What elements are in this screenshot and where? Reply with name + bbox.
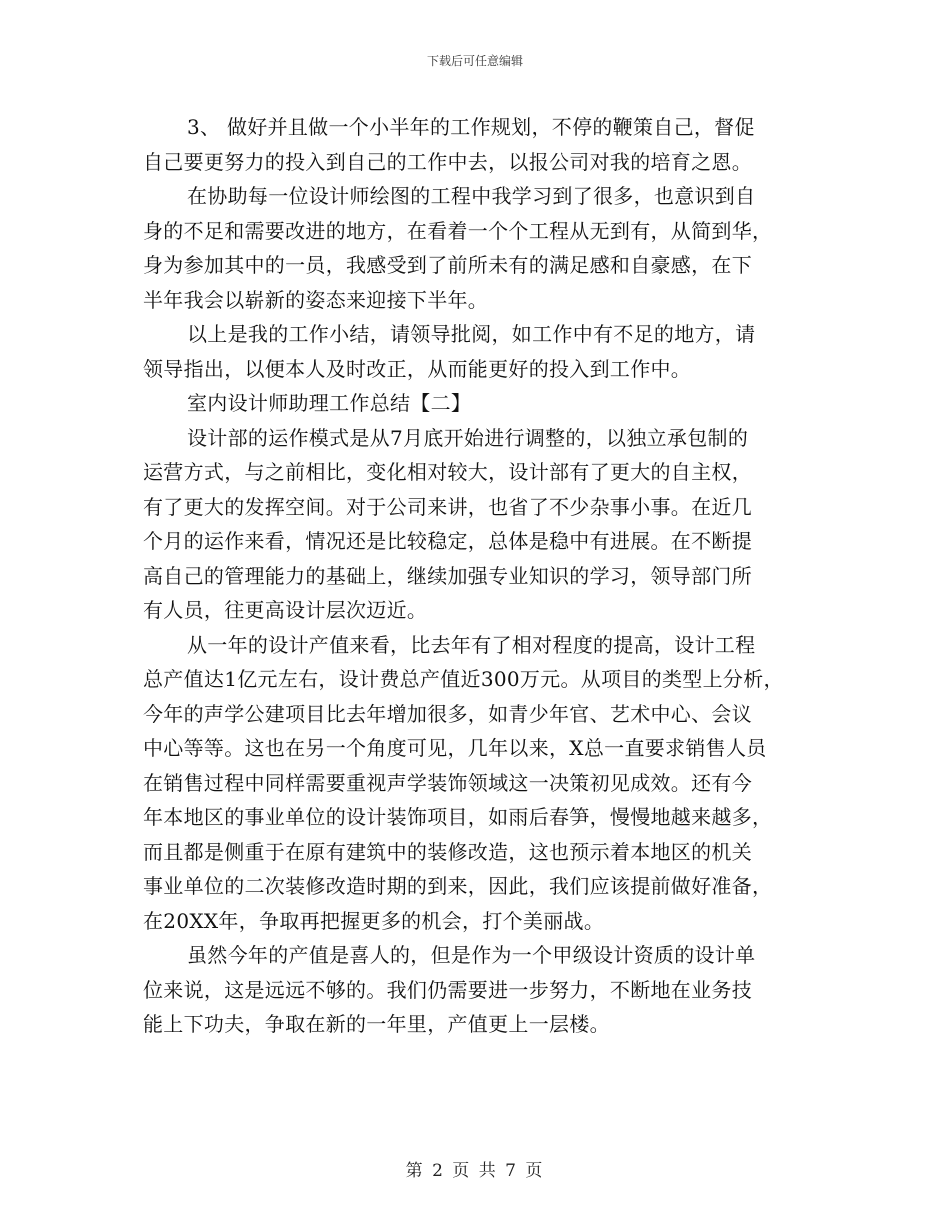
body-line: 3、 做好并且做一个小半年的工作规划，不停的鞭策自己，督促 [187,115,755,139]
body-line: 能上下功夫，争取在新的一年里，产值更上一层楼。 [143,1012,610,1036]
body-line: 半年我会以崭新的姿态来迎接下半年。 [143,287,489,312]
body-line: 以上是我的工作小结，请领导批阅，如工作中有不足的地方，请 [187,322,756,346]
body-line: 有了更大的发挥空间。对于公司来讲，也省了不少杂事小事。在近几 [143,494,752,519]
body-line: 年本地区的事业单位的设计装饰项目，如雨后春笋，慢慢地越来越多， [143,805,773,829]
body-line: 在20XX年，争取再把握更多的机会，打个美丽战。 [143,908,605,933]
body-line: 身为参加其中的一员，我感受到了前所未有的满足感和自豪感，在下 [143,253,752,277]
body-line: 从一年的设计产值来看，比去年有了相对程度的提高，设计工程 [187,632,756,657]
body-line: 今年的声学公建项目比去年增加很多，如青少年官、艺术中心、会议 [143,701,752,726]
body-line: 虽然今年的产值是喜人的，但是作为一个甲级设计资质的设计单 [187,943,756,967]
page-number-footer: 第 2 页 共 7 页 [405,1161,545,1181]
body-line: 自己要更努力的投入到自己的工作中去，以报公司对我的培育之恩。 [143,149,752,174]
body-line: 运营方式，与之前相比，变化相对较大，设计部有了更大的自主权， [143,460,752,484]
page-header: 下载后可任意编辑 [426,54,523,68]
body-line: 中心等等。这也在另一个角度可见，几年以来，X总一直要求销售人员 [143,736,767,760]
body-line: 总产值达1亿元左右，设计费总产值近300万元。从项目的类型上分析， [143,667,784,691]
body-line: 高自己的管理能力的基础上，继续加强专业知识的学习，领导部门所 [143,563,752,588]
body-line: 事业单位的二次装修改造时期的到来，因此，我们应该提前做好准备， [143,874,773,898]
body-line: 身的不足和需要改进的地方，在看着一个个工程从无到有，从简到华， [143,218,773,243]
document-body [143,110,823,1042]
section-heading: 室内设计师助理工作总结【二】 [187,391,472,415]
body-line: 有人员，往更高设计层次迈近。 [143,598,428,622]
body-line: 设计部的运作模式是从7月底开始进行调整的，以独立承包制的 [187,425,749,450]
body-line: 在销售过程中同样需要重视声学装饰领域这一决策初见成效。还有今 [143,770,752,795]
body-line: 在协助每一位设计师绘图的工程中我学习到了很多，也意识到自 [187,184,756,208]
body-line: 领导指出，以便本人及时改正，从而能更好的投入到工作中。 [143,356,692,381]
body-line: 位来说，这是远远不够的。我们仍需要进一步努力，不断地在业务技 [143,977,752,1002]
body-line: 个月的运作来看，情况还是比较稳定，总体是稳中有进展。在不断提 [143,529,752,553]
body-line: 而且都是侧重于在原有建筑中的装修改造，这也预示着本地区的机关 [143,839,752,864]
